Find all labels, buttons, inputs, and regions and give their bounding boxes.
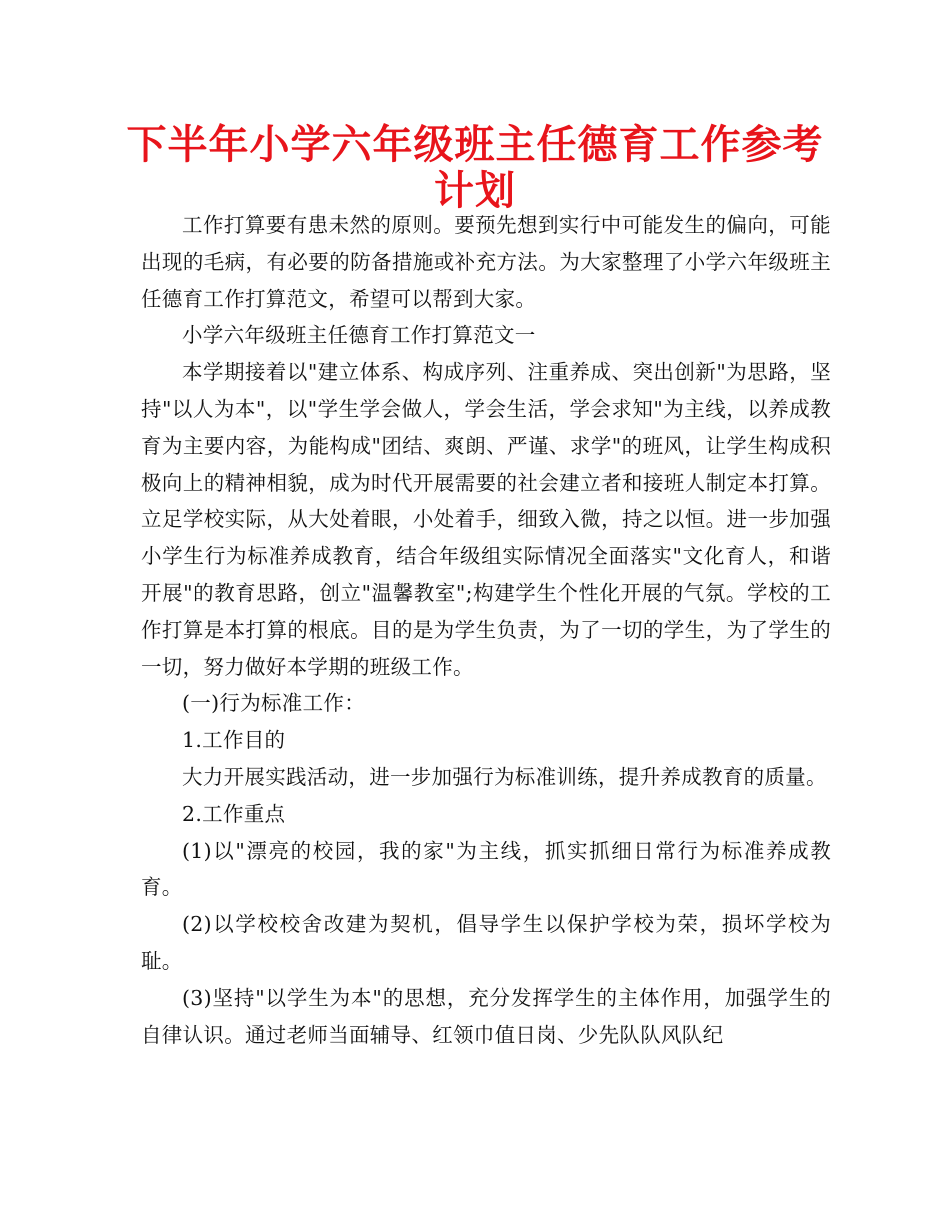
paragraph-subtitle: 小学六年级班主任德育工作打算范文一 bbox=[182, 323, 536, 348]
document-title: 下半年小学六年级班主任德育工作参考计划 bbox=[126, 122, 824, 214]
paragraph-intro: 工作打算要有患未然的原则。要预先想到实行中可能发生的偏向，可能出现的毛病，有必要的防备措施或补充方法。为大家整理了小学六年级班主任德育工作打算范文，希望可以帮到大家。 bbox=[141, 213, 831, 311]
subheading-goal: 1.工作目的 bbox=[182, 728, 286, 753]
section-heading-behavior: (一)行为标准工作： bbox=[182, 691, 365, 716]
subheading-focus: 2.工作重点 bbox=[182, 801, 286, 826]
paragraph-goal: 大力开展实践活动，进一步加强行为标准训练，提升养成教育的质量。 bbox=[182, 764, 827, 789]
document-body bbox=[141, 207, 831, 1053]
paragraph-overview: 本学期接着以"建立体系、构成序列、注重养成、突出创新"为思路，坚持"以人为本"，以"学生学会做人，学会生活，学会求知"为主线，以养成教育为主要内容，为能构成"团结、爽朗、严谨、求学"的班风，让学生构成积极向上的精神相貌，成为时代开展需要的社会建立者和接班人制定本打算。立足学校实际，从大处着眼，小处着手，细致入微，持之以恒。进一步加强小学生行为标准养成教育，结合年级组实际情况全面落实"文化育人，和谐开展"的教育思路，创立"温馨教室";构建学生个性化开展的气氛。学校的工作打算是本打算的根底。目的是为学生负责，为了一切的学生，为了学生的一切，努力做好本学期的班级工作。 bbox=[141, 360, 831, 679]
list-item-focus-1: (1)以"漂亮的校园，我的家"为主线，抓实抓细日常行为标准养成教育。 bbox=[141, 838, 831, 900]
list-item-focus-2: (2)以学校校舍改建为契机，倡导学生以保护学校为荣，损坏学校为耻。 bbox=[141, 912, 831, 973]
list-item-focus-3: (3)坚持"以学生为本"的思想，充分发挥学生的主体作用，加强学生的自律认识。通过老师当面辅导、红领巾值日岗、少先队队风队纪 bbox=[141, 985, 831, 1047]
